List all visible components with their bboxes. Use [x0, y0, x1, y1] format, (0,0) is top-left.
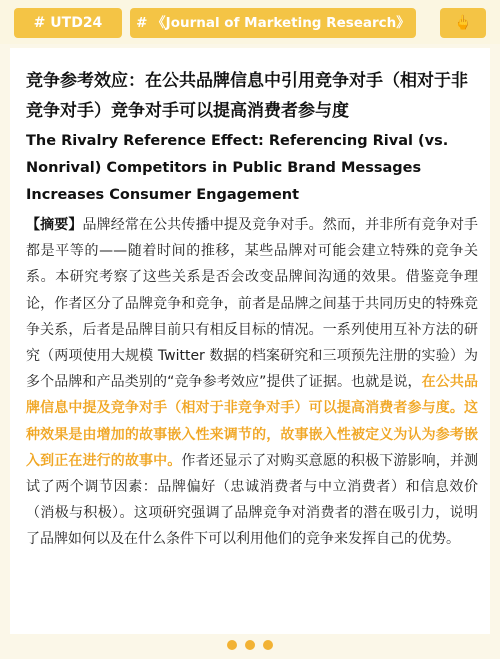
tag-utd24[interactable]: # UTD24	[14, 8, 122, 38]
hand-tag[interactable]	[440, 8, 486, 38]
hand-icon: 🖕	[454, 15, 472, 31]
page-dots	[0, 640, 500, 652]
article-title-zh: 竞争参考效应：在公共品牌信息中引用竞争对手（相对于非竞争对手）竞争对手可以提高消费者参与度	[26, 71, 468, 121]
dot	[227, 640, 237, 650]
abstract-text-2: 作者还显示了对购买意愿的积极下游影响，并测试了两个调节因素：品牌偏好（忠诚消费者与中立消费者）和信息效价（消极与积极）。这项研究强调了品牌竞争对消费者的潜在吸引力，说明了品牌如何以及在什么条件下可以利用他们的竞争来发挥自己的优势。	[26, 452, 479, 548]
abstract-label: 【摘要】	[26, 217, 83, 233]
tag-journal[interactable]: # 《Journal of Marketing Research》	[130, 8, 416, 38]
article-card	[10, 48, 490, 634]
article-title-en: The Rivalry Reference Effect: Referencing Rival (vs. Nonrival) Competitors in Public Brand Messages Increases Consumer Engagement	[26, 133, 449, 203]
dot	[263, 640, 273, 650]
tag-bar	[0, 0, 500, 44]
abstract-text-1: 品牌经常在公共传播中提及竞争对手。然而，并非所有竞争对手都是平等的——随着时间的推移，某些品牌对可能会建立特殊的竞争关系。本研究考察了这些关系是否会改变品牌间沟通的效果。借鉴竞争理论，作者区分了品牌竞争和竞争，前者是品牌之间基于共同历史的特殊竞争关系，后者是品牌目前只有相反目标的情况。一系列使用互补方法的研究（两项使用大规模 Twitter 数据的档案研究和三项预先注册的实验）为多个品牌和产品类别的“竞争参考效应”提供了证据。也就是说，	[26, 217, 479, 391]
abstract	[26, 212, 478, 553]
dot	[245, 640, 255, 650]
abstract-highlight: 在公共品牌信息中提及竞争对手（相对于非竞争对手）可以提高消费者参与度。这种效果是由增加的故事嵌入性来调节的，故事嵌入性被定义为认为参考嵌入到正在进行的故事中。	[26, 374, 478, 469]
